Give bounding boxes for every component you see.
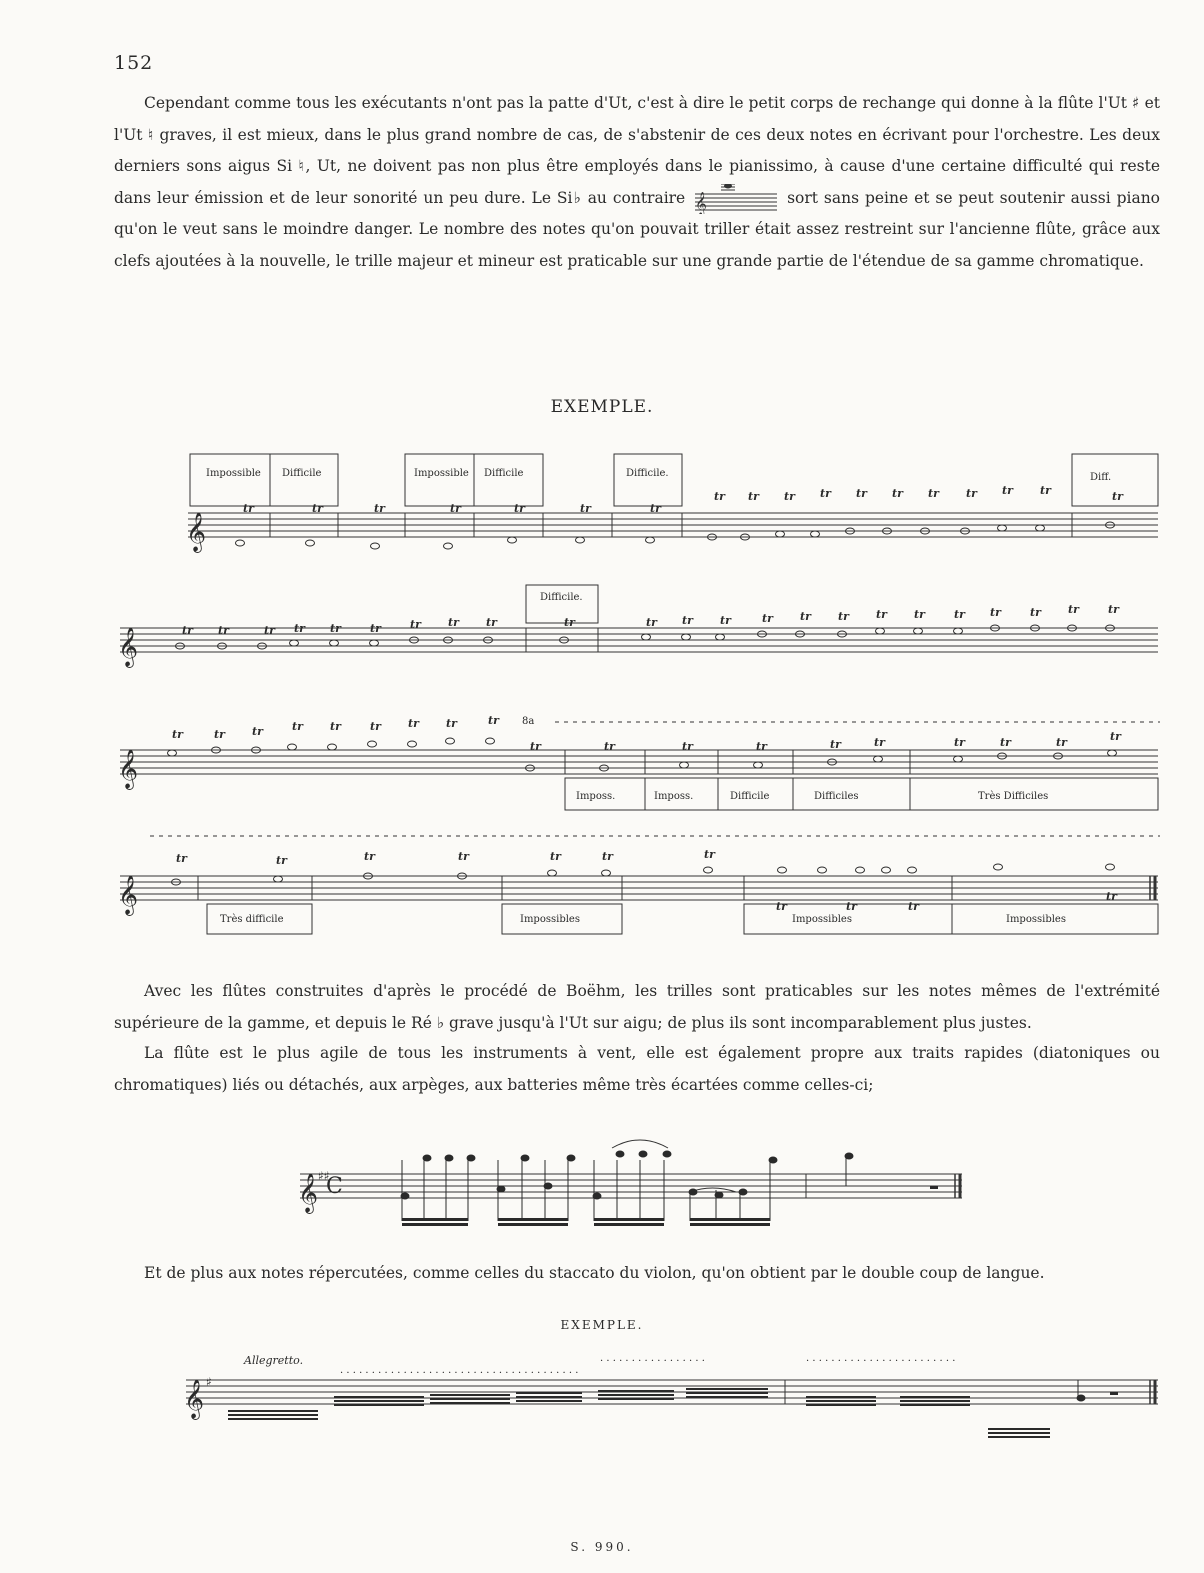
page-number: 152: [114, 52, 154, 74]
treble-clef-icon: 𝄞: [186, 512, 207, 552]
trill-mark: tr: [762, 612, 773, 625]
trill-mark: tr: [550, 850, 561, 863]
trill-mark: tr: [704, 848, 715, 861]
svg-text:· · · · · · · · · · · · · · ·: · · · · · · · · · · · · · · · · · · · · · · · · · · · · · · · · · · · · · ·: [340, 1368, 579, 1379]
trill-mark: tr: [330, 622, 341, 635]
label-imposs-1: Imposs.: [576, 791, 616, 802]
trill-mark: tr: [370, 622, 381, 635]
trill-mark: tr: [646, 616, 657, 629]
paragraph-4: La flûte est le plus agile de tous les instruments à vent, elle est également propre aux traits rapides (diatoniques ou chromatiques) liés ou détachés, aux arpèges, aux batteries même très écartées comme celles-ci;: [114, 1044, 1160, 1094]
trill-mark: tr: [604, 740, 615, 753]
trill-mark: tr: [330, 720, 341, 733]
label-difficile-5: Difficile: [730, 791, 770, 802]
label-imposs-2: Imposs.: [654, 791, 694, 802]
trill-mark: tr: [1112, 490, 1123, 503]
trill-mark: tr: [1002, 484, 1013, 497]
trill-mark: tr: [1030, 606, 1041, 619]
trill-mark: tr: [1068, 603, 1079, 616]
example-heading-2: EXEMPLE.: [560, 1318, 644, 1332]
notes-system-1: [236, 522, 1115, 549]
trill-mark: tr: [1040, 484, 1051, 497]
trill-mark: tr: [252, 725, 263, 738]
trill-mark: tr: [602, 850, 613, 863]
trill-mark: tr: [486, 616, 497, 629]
trill-mark: tr: [218, 624, 229, 637]
trill-mark: tr: [292, 720, 303, 733]
trill-mark: tr: [914, 608, 925, 621]
treble-clef-icon: 𝄞: [298, 1173, 319, 1213]
trill-mark: tr: [748, 490, 759, 503]
label-impossibles-2: Impossibles: [792, 914, 852, 925]
trill-mark: tr: [1108, 603, 1119, 616]
treble-clef-icon: 𝄞: [118, 627, 139, 667]
trill-mark: tr: [1110, 730, 1121, 743]
trill-mark: tr: [892, 487, 903, 500]
label-diff: Diff.: [1090, 472, 1112, 483]
trill-mark: tr: [488, 714, 499, 727]
trill-mark: tr: [312, 502, 323, 515]
trill-mark: tr: [580, 502, 591, 515]
trill-mark: tr: [784, 490, 795, 503]
trill-mark: tr: [876, 608, 887, 621]
trill-mark: tr: [364, 850, 375, 863]
trill-mark: tr: [830, 738, 841, 751]
tempo-marking: Allegretto.: [244, 1354, 304, 1367]
treble-clef-icon: 𝄞: [184, 1379, 205, 1419]
staccato-dots: [340, 1356, 955, 1379]
trill-mark: tr: [908, 900, 919, 913]
trill-mark: tr: [682, 740, 693, 753]
label-difficile-1: Difficile: [282, 468, 322, 479]
trill-mark: tr: [756, 740, 767, 753]
svg-text:C: C: [326, 1174, 343, 1199]
trill-mark: tr: [182, 624, 193, 637]
trill-mark: tr: [954, 736, 965, 749]
trill-mark: tr: [448, 616, 459, 629]
trill-mark: tr: [838, 610, 849, 623]
trill-mark: tr: [276, 854, 287, 867]
label-impossible-1: Impossible: [206, 468, 261, 479]
svg-text:♯: ♯: [206, 1375, 212, 1389]
example-heading-1: EXEMPLE.: [550, 397, 654, 417]
paragraph-3: Avec les flûtes construites d'après le procédé de Boëhm, les trilles sont praticables sur les notes mêmes de l'extrémité supérieure de la gamme, et depuis le Ré ♭ grave jusqu'à l'Ut sur aigu; de plus ils sont incomparablement plus justes.: [114, 982, 1160, 1032]
trill-mark: tr: [294, 622, 305, 635]
label-impossibles-3: Impossibles: [1006, 914, 1066, 925]
svg-text:𝄞: 𝄞: [695, 190, 707, 214]
trill-mark: tr: [530, 740, 541, 753]
trill-mark: tr: [408, 717, 419, 730]
treble-clef-icon: 𝄞: [118, 749, 139, 789]
trill-mark: tr: [714, 490, 725, 503]
labels-row-2: [540, 592, 583, 603]
labels-row-3: [576, 791, 1048, 802]
trill-mark: tr: [1056, 736, 1067, 749]
label-impossibles-1: Impossibles: [520, 914, 580, 925]
svg-text:· · · · · · · · · · · · · · ·: · · · · · · · · · · · · · · · · ·: [600, 1356, 705, 1367]
trill-mark: tr: [966, 487, 977, 500]
trill-mark: tr: [450, 502, 461, 515]
trill-mark: tr: [776, 900, 787, 913]
trill-mark: tr: [1106, 890, 1117, 903]
trill-mark: tr: [800, 610, 811, 623]
trill-mark: tr: [176, 852, 187, 865]
trill-mark: tr: [928, 487, 939, 500]
notes-system-2: [176, 625, 1115, 649]
notes-system-3: [168, 738, 1117, 771]
trill-mark: tr: [856, 487, 867, 500]
treble-clef-icon: 𝄞: [118, 875, 139, 915]
trill-mark: tr: [720, 614, 731, 627]
svg-text:♯♯: ♯♯: [318, 1169, 330, 1183]
trill-mark: tr: [846, 900, 857, 913]
label-tres-difficile: Très difficile: [220, 914, 284, 925]
trill-mark: tr: [446, 717, 457, 730]
labels-row-1: [206, 468, 1111, 483]
trill-mark: tr: [370, 720, 381, 733]
label-difficile-2: Difficile: [484, 468, 524, 479]
label-impossible-2: Impossible: [414, 468, 469, 479]
svg-text:· · · · · · · · · · · · · · ·: · · · · · · · · · · · · · · · · · · · · · · · ·: [806, 1356, 956, 1367]
trill-mark: tr: [214, 728, 225, 741]
trill-mark: tr: [874, 736, 885, 749]
trill-mark: tr: [514, 502, 525, 515]
trill-mark: tr: [374, 502, 385, 515]
trill-mark: tr: [650, 502, 661, 515]
octave-mark: 8a: [522, 716, 535, 727]
page-footer: S. 990.: [570, 1540, 634, 1554]
trill-mark: tr: [1000, 736, 1011, 749]
trill-mark: tr: [243, 502, 254, 515]
labels-row-4: [220, 914, 1066, 925]
trill-mark: tr: [564, 616, 575, 629]
trill-mark: tr: [264, 624, 275, 637]
trill-mark: tr: [954, 608, 965, 621]
trill-mark: tr: [172, 728, 183, 741]
trill-mark: tr: [682, 614, 693, 627]
notes-arpeggio: [401, 1151, 938, 1226]
paragraph-2-text: sort sans peine et se peut soutenir aussi piano qu'on le veut sans le moindre danger. Le nombre des notes qu'on pouvait triller était assez restreint sur l'ancienne flûte, grâce aux clefs ajoutées à la nouvelle, le trille majeur et mineur est praticable sur une grande partie de l'étendue de sa gamme chromatique.: [114, 188, 1161, 270]
paragraph-1-text: Cependant comme tous les exécutants n'ont pas la patte d'Ut, c'est à dire le petit corps de rechange qui donne à la flûte l'Ut ♯ et l'Ut ♮ graves, il est mieux, dans le plus grand nombre de cas, de s'abstenir de ces deux notes en écrivant pour l'orchestre. Les deux derniers sons aigus Si ♮, Ut, ne doivent pas non plus être employés dans le pianissimo, à cause d'une certaine difficulté qui reste dans leur émission et de leur sonorité un peu dure. Le Si♭ au contraire: [114, 94, 1160, 207]
trill-mark: tr: [820, 487, 831, 500]
staff-arpeggio: [300, 1140, 962, 1198]
notes-staccato: [228, 1380, 1118, 1438]
label-difficile-4: Difficile.: [540, 592, 583, 603]
trill-mark: tr: [458, 850, 469, 863]
trill-marks: [172, 484, 1124, 913]
trill-mark: tr: [410, 618, 421, 631]
paragraph-5: Et de plus aux notes répercutées, comme celles du staccato du violon, qu'on obtient par le double coup de langue.: [144, 1264, 1045, 1282]
label-tres-difficiles: Très Difficiles: [978, 791, 1049, 802]
staff-system-2: [120, 585, 1158, 652]
trill-mark: tr: [990, 606, 1001, 619]
label-difficile-3: Difficile.: [626, 468, 669, 479]
label-difficiles: Difficiles: [814, 791, 859, 802]
